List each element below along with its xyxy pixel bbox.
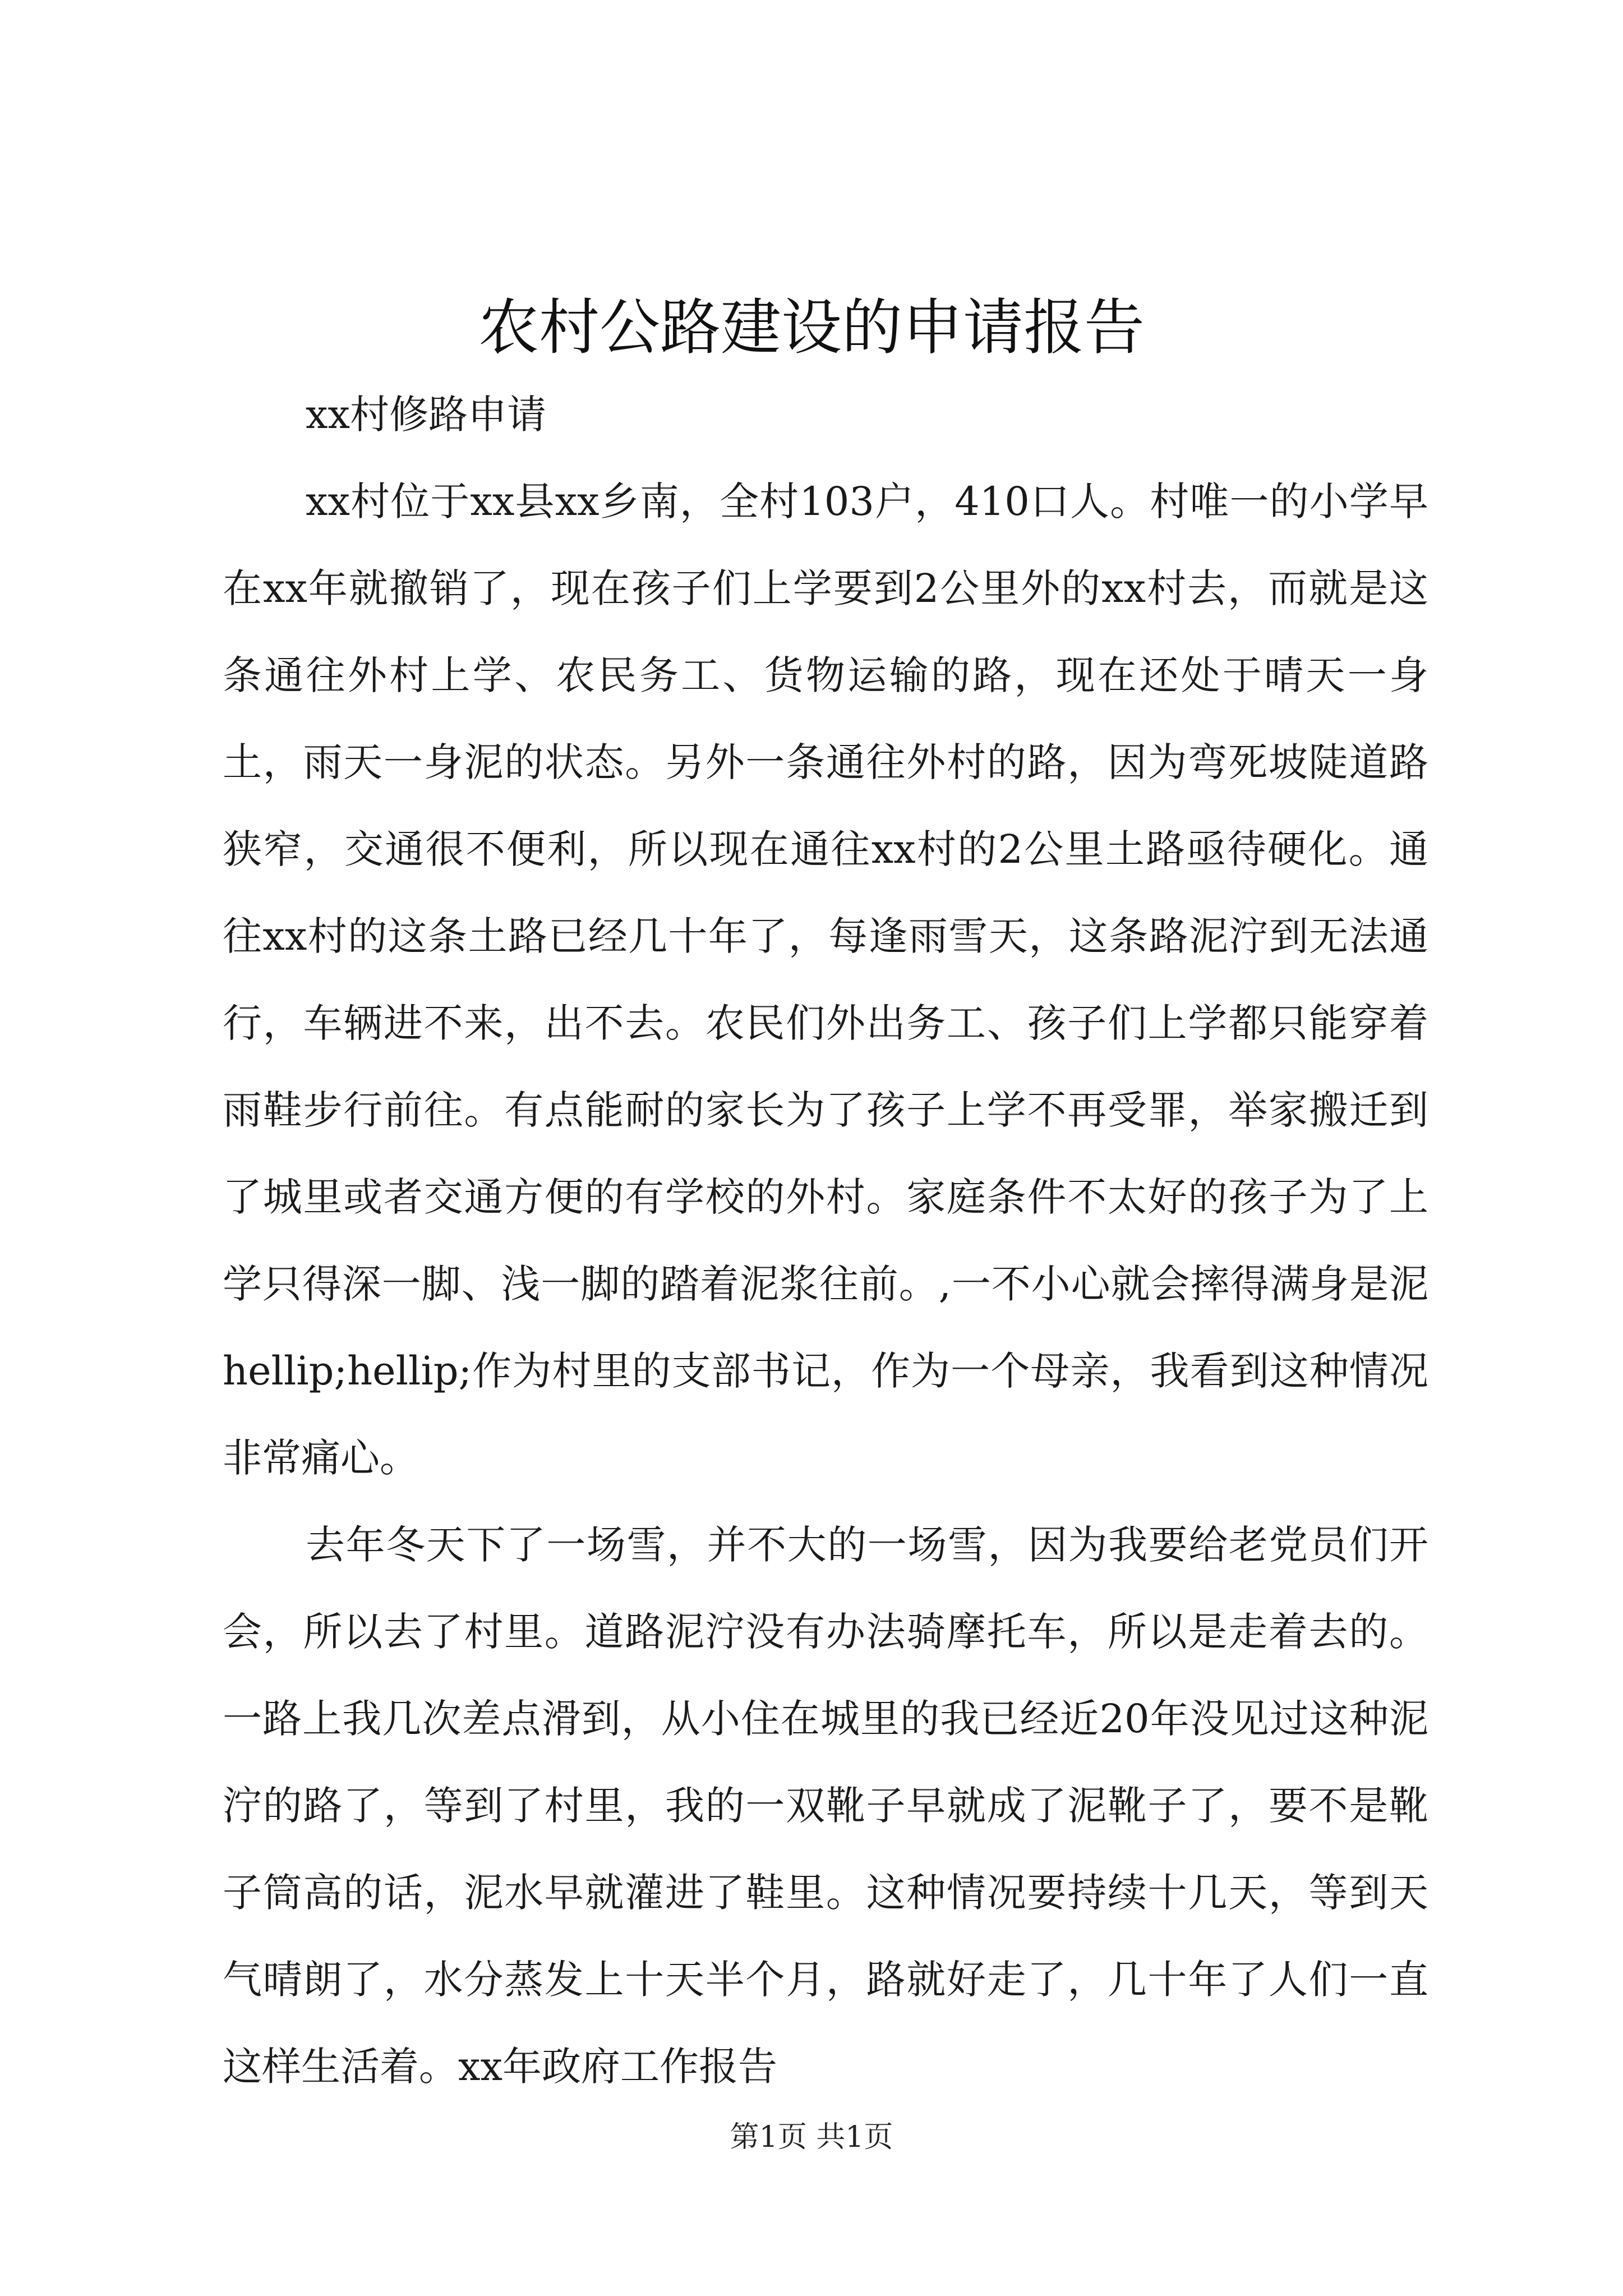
paragraph-subtitle: xx村修路申请	[306, 392, 546, 438]
paragraph-winter-snow: 去年冬天下了一场雪，并不大的一场雪，因为我要给老党员们开会，所以去了村里。道路泥泞没有办法骑摩托车，所以是走着去的。一路上我几次差点滑到，从小住在城里的我已经近20年没见过这种泥泞的路了，等到了村里，我的一双靴子早就成了泥靴子了，要不是靴子筒高的话，泥水早就灌进了鞋里。这种情况要持续十几天，等到天气晴朗了，水分蒸发上十天半个月，路就好走了，几十年了人们一直这样生活着。xx年政府工作报告	[223, 1522, 1428, 2090]
document-body	[223, 371, 1428, 2110]
paragraph-village-description: xx村位于xx县xx乡南，全村103户，410口人。村唯一的小学早在xx年就撤销了，现在孩子们上学要到2公里外的xx村去，而就是这条通往外村上学、农民务工、货物运输的路，现在还处于晴天一身土，雨天一身泥的状态。另外一条通往外村的路，因为弯死坡陡道路狭窄，交通很不便利，所以现在通往xx村的2公里土路亟待硬化。通往xx村的这条土路已经几十年了，每逢雨雪天，这条路泥泞到无法通行，车辆进不来，出不去。农民们外出务工、孩子们上学都只能穿着雨鞋步行前往。有点能耐的家长为了孩子上学不再受罪，举家搬迁到了城里或者交通方便的有学校的外村。家庭条件不太好的孩子为了上学只得深一脚、浅一脚的踏着泥浆往前。,一不小心就会摔得满身是泥hellip;hellip;作为村里的支部书记，作为一个母亲，我看到这种情况非常痛心。	[223, 478, 1428, 1481]
page-footer: 第1页 共1页	[730, 2120, 893, 2154]
page-title: 农村公路建设的申请报告	[478, 293, 1145, 363]
